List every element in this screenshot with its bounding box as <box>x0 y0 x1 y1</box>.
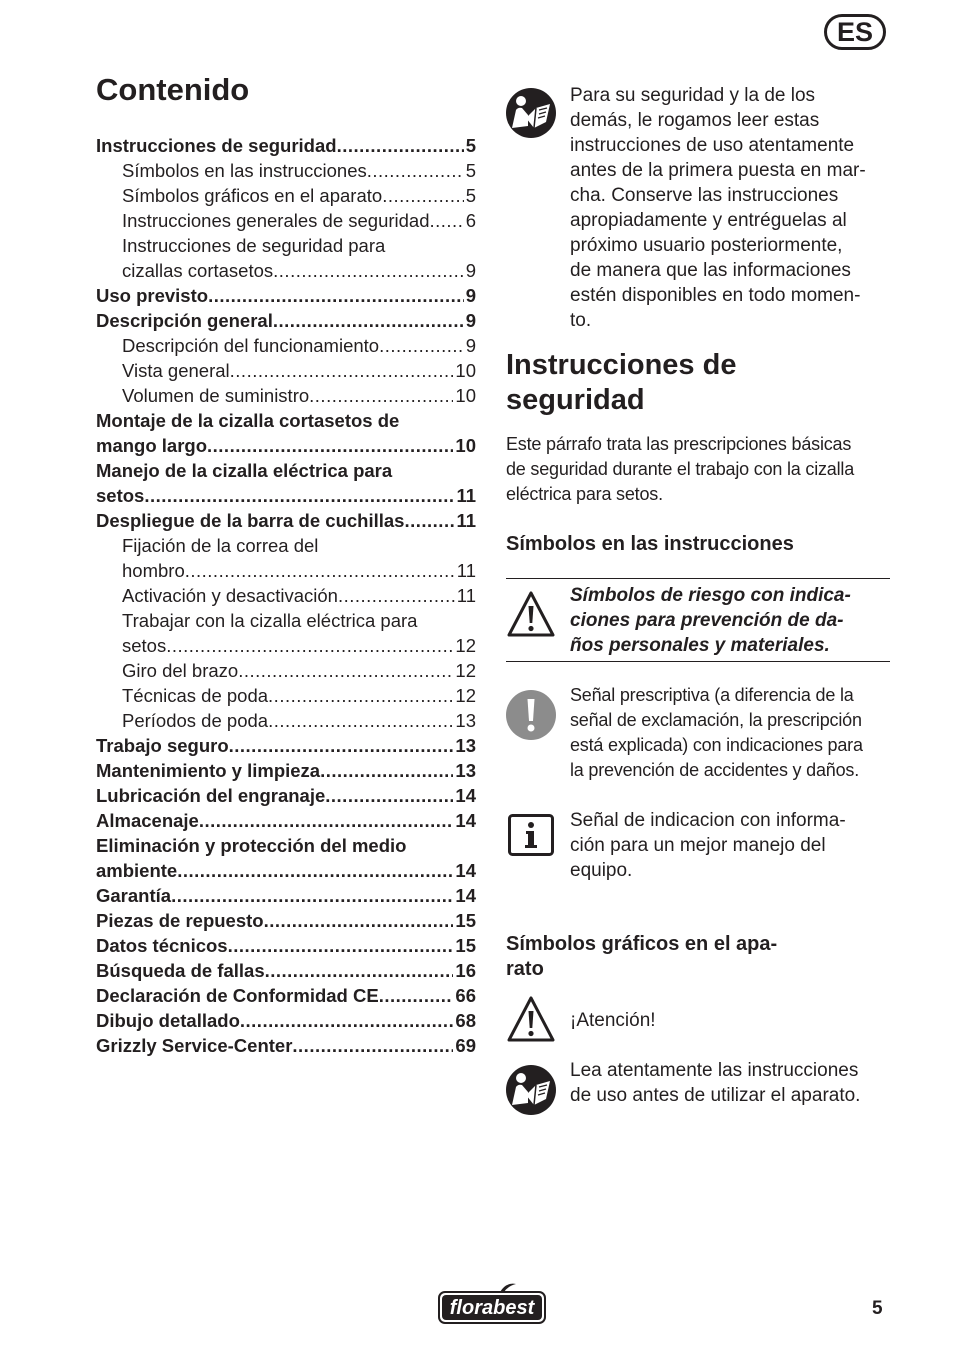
toc-entry-page: 5 <box>465 160 476 181</box>
warning-triangle-icon <box>506 590 556 638</box>
toc-entry[interactable] <box>96 183 476 208</box>
toc-entry-line: Fijación de la correa del <box>122 535 319 556</box>
toc-entry[interactable] <box>96 858 476 883</box>
toc-entry-label: Trabajo seguro <box>96 735 229 756</box>
toc-entry[interactable] <box>96 158 476 183</box>
toc-entry-label: Instrucciones generales de seguridad <box>122 210 430 231</box>
toc-title: Contenido <box>96 72 250 107</box>
toc-entry[interactable] <box>96 783 476 808</box>
page-number: 5 <box>872 1298 883 1319</box>
graphic-symbols-heading: Símbolos gráficos en el apa- rato <box>506 933 778 980</box>
toc-entry-label: setos <box>122 635 167 656</box>
toc-entry-label: Vista general <box>122 360 230 381</box>
toc-leader-dots <box>230 358 454 383</box>
toc-entry-page: 14 <box>455 810 476 831</box>
toc-entry-page: 5 <box>465 185 476 206</box>
toc-entry-line: Eliminación y protección del medio <box>96 835 407 856</box>
divider <box>506 578 890 579</box>
toc-entry-page: 9 <box>465 260 476 281</box>
toc-leader-dots <box>430 208 464 233</box>
toc-entry[interactable] <box>96 733 476 758</box>
toc-entry[interactable] <box>96 508 476 533</box>
toc-entry-page: 13 <box>455 735 476 756</box>
toc-leader-dots <box>166 633 453 658</box>
toc-entry-label: Volumen de suministro <box>122 385 310 406</box>
toc-entry-label: Símbolos gráficos en el aparato <box>122 185 383 206</box>
toc-entry-page: 12 <box>455 660 476 681</box>
toc-entry-label: hombro <box>122 560 185 581</box>
toc-leader-dots <box>379 983 454 1008</box>
toc-entry-label: Almacenaje <box>96 810 199 831</box>
toc-entry-page: 13 <box>455 710 476 731</box>
toc-leader-dots <box>229 733 454 758</box>
toc-entry-line: Montaje de la cizalla cortasetos de <box>96 410 400 431</box>
toc-entry-page: 9 <box>465 335 476 356</box>
toc-entry[interactable] <box>96 708 476 733</box>
toc-entry-page: 15 <box>455 910 476 931</box>
toc-entry[interactable] <box>96 308 476 333</box>
brand-logo <box>436 1282 548 1326</box>
toc-leader-dots <box>379 333 464 358</box>
toc-entry[interactable] <box>96 883 476 908</box>
section-paragraph: Este párrafo trata las prescripciones básicas de seguridad durante el trabajo con la cizalla eléctrica para setos. <box>506 434 855 504</box>
toc-entry-label: Grizzly Service-Center <box>96 1035 293 1056</box>
toc-entry-label: Dibujo detallado <box>96 1010 240 1031</box>
toc-leader-dots <box>207 433 453 458</box>
read-manual-icon <box>506 1065 556 1115</box>
toc-entry[interactable] <box>96 1008 476 1033</box>
toc-entry[interactable] <box>96 383 476 408</box>
warning-triangle-icon <box>506 995 556 1043</box>
toc-entry[interactable] <box>96 283 476 308</box>
toc-entry-page: 16 <box>455 960 476 981</box>
toc-entry[interactable] <box>96 958 476 983</box>
exclamation-circle-icon <box>506 690 556 740</box>
toc-entry-page: 10 <box>455 435 476 456</box>
toc-leader-dots <box>292 1033 453 1058</box>
toc-entry-label: Técnicas de poda <box>122 685 269 706</box>
toc-entry-label: Períodos de poda <box>122 710 269 731</box>
toc-leader-dots <box>338 583 455 608</box>
toc-leader-dots <box>177 858 453 883</box>
toc-leader-dots <box>320 758 453 783</box>
toc-entry-page: 13 <box>455 760 476 781</box>
toc-entry[interactable] <box>96 483 476 508</box>
symbols-heading: Símbolos en las instrucciones <box>506 533 794 555</box>
toc-entry[interactable] <box>96 133 476 158</box>
toc-leader-dots <box>208 283 464 308</box>
toc-leader-dots <box>185 558 455 583</box>
toc-entry[interactable] <box>96 433 476 458</box>
toc-entry-label: Lubricación del engranaje <box>96 785 326 806</box>
toc-entry[interactable] <box>96 333 476 358</box>
toc-leader-dots <box>404 508 454 533</box>
divider <box>506 661 890 662</box>
toc-entry-label: Instrucciones de seguridad <box>96 135 337 156</box>
toc-entry-label: Símbolos en las instrucciones <box>122 160 367 181</box>
toc-leader-dots <box>238 658 453 683</box>
toc-entry[interactable] <box>96 358 476 383</box>
toc-entry-label: setos <box>96 485 145 506</box>
toc-leader-dots <box>268 683 453 708</box>
toc-entry-label: Piezas de repuesto <box>96 910 264 931</box>
toc-entry-page: 10 <box>455 385 476 406</box>
toc-entry-label: mango largo <box>96 435 208 456</box>
toc-entry-page: 66 <box>455 985 476 1006</box>
toc-entry[interactable] <box>96 758 476 783</box>
toc-leader-dots <box>144 483 454 508</box>
toc-entry-page: 14 <box>455 885 476 906</box>
prescriptive-symbol-text: Señal prescriptiva (a diferencia de la señal de exclamación, la prescripción está explicada) con indicaciones para la prevención de accidentes y daños. <box>570 685 863 780</box>
toc-entry-page: 11 <box>456 485 476 506</box>
toc-entry-page: 6 <box>465 210 476 231</box>
toc-entry[interactable] <box>96 633 476 658</box>
toc-leader-dots <box>337 133 464 158</box>
toc-entry-page: 9 <box>465 285 476 306</box>
toc-entry-page: 11 <box>456 560 476 581</box>
toc-leader-dots <box>325 783 453 808</box>
toc-entry-label: Activación y desactivación <box>122 585 338 606</box>
toc-entry[interactable] <box>96 258 476 283</box>
toc-leader-dots <box>171 883 453 908</box>
table-of-contents <box>96 133 476 1058</box>
toc-entry[interactable] <box>96 683 476 708</box>
toc-entry-label: Descripción del funcionamiento <box>122 335 380 356</box>
toc-entry-label: Descripción general <box>96 310 273 331</box>
toc-entry-page: 5 <box>465 135 476 156</box>
toc-entry-page: 12 <box>455 685 476 706</box>
toc-entry[interactable] <box>96 933 476 958</box>
toc-entry[interactable] <box>96 1033 476 1058</box>
toc-entry-label: Despliegue de la barra de cuchillas <box>96 510 405 531</box>
section-title: Instrucciones de seguridad <box>506 349 737 416</box>
toc-entry-label: Giro del brazo <box>122 660 239 681</box>
toc-leader-dots <box>273 308 464 333</box>
toc-leader-dots <box>228 933 454 958</box>
toc-entry-page: 11 <box>456 585 476 606</box>
toc-entry-label: Declaración de Conformidad CE <box>96 985 379 1006</box>
toc-leader-dots <box>273 258 464 283</box>
toc-entry-page: 15 <box>455 935 476 956</box>
toc-entry[interactable] <box>96 658 476 683</box>
toc-entry[interactable] <box>96 558 476 583</box>
toc-leader-dots <box>264 908 454 933</box>
toc-leader-dots <box>240 1008 454 1033</box>
toc-entry-label: Datos técnicos <box>96 935 228 956</box>
toc-entry-page: 11 <box>456 510 476 531</box>
toc-entry[interactable] <box>96 808 476 833</box>
info-icon <box>508 814 554 856</box>
toc-leader-dots <box>367 158 464 183</box>
read-manual-icon <box>506 88 556 138</box>
attention-text: ¡Atención! <box>570 1010 656 1031</box>
warning-symbol-text: Símbolos de riesgo con indica- ciones para prevención de da- ños personales y materiales. <box>570 585 851 656</box>
toc-entry[interactable] <box>96 908 476 933</box>
toc-entry-label: Uso previsto <box>96 285 209 306</box>
toc-entry-label: cizallas cortasetos <box>122 260 274 281</box>
info-symbol-text: Señal de indicacion con informa- ción para un mejor manejo del equipo. <box>570 810 846 881</box>
toc-entry[interactable] <box>96 983 476 1008</box>
toc-entry-label: Garantía <box>96 885 172 906</box>
toc-entry-page: 14 <box>455 860 476 881</box>
toc-entry-page: 68 <box>455 1010 476 1031</box>
toc-entry-line: Manejo de la cizalla eléctrica para <box>96 460 393 481</box>
language-badge: ES <box>824 14 886 50</box>
toc-entry-label: Búsqueda de fallas <box>96 960 265 981</box>
toc-entry[interactable] <box>96 583 476 608</box>
svg-text:florabest: florabest <box>449 1297 535 1319</box>
toc-entry-label: Mantenimiento y limpieza <box>96 760 321 781</box>
toc-entry-line: Trabajar con la cizalla eléctrica para <box>122 610 418 631</box>
toc-entry-page: 14 <box>455 785 476 806</box>
toc-entry-page: 9 <box>465 310 476 331</box>
toc-leader-dots <box>268 708 453 733</box>
toc-entry-label: ambiente <box>96 860 178 881</box>
toc-entry-page: 69 <box>455 1035 476 1056</box>
toc-entry-line: Instrucciones de seguridad para <box>122 235 386 256</box>
read-instructions-text: Lea atentamente las instrucciones de uso antes de utilizar el aparato. <box>570 1060 861 1106</box>
toc-entry-page: 10 <box>455 360 476 381</box>
intro-text: Para su seguridad y la de los demás, le rogamos leer estas instrucciones de uso atentamente antes de la primera puesta en mar- cha. Conserve las instrucciones apropiadamente y entréguelas al próximo usuario posteriormente, de manera que las informaciones estén disponibles en todo momen- to. <box>570 85 866 331</box>
toc-leader-dots <box>199 808 454 833</box>
toc-entry-page: 12 <box>455 635 476 656</box>
toc-leader-dots <box>309 383 453 408</box>
toc-leader-dots <box>382 183 464 208</box>
toc-entry[interactable] <box>96 208 476 233</box>
toc-leader-dots <box>265 958 454 983</box>
